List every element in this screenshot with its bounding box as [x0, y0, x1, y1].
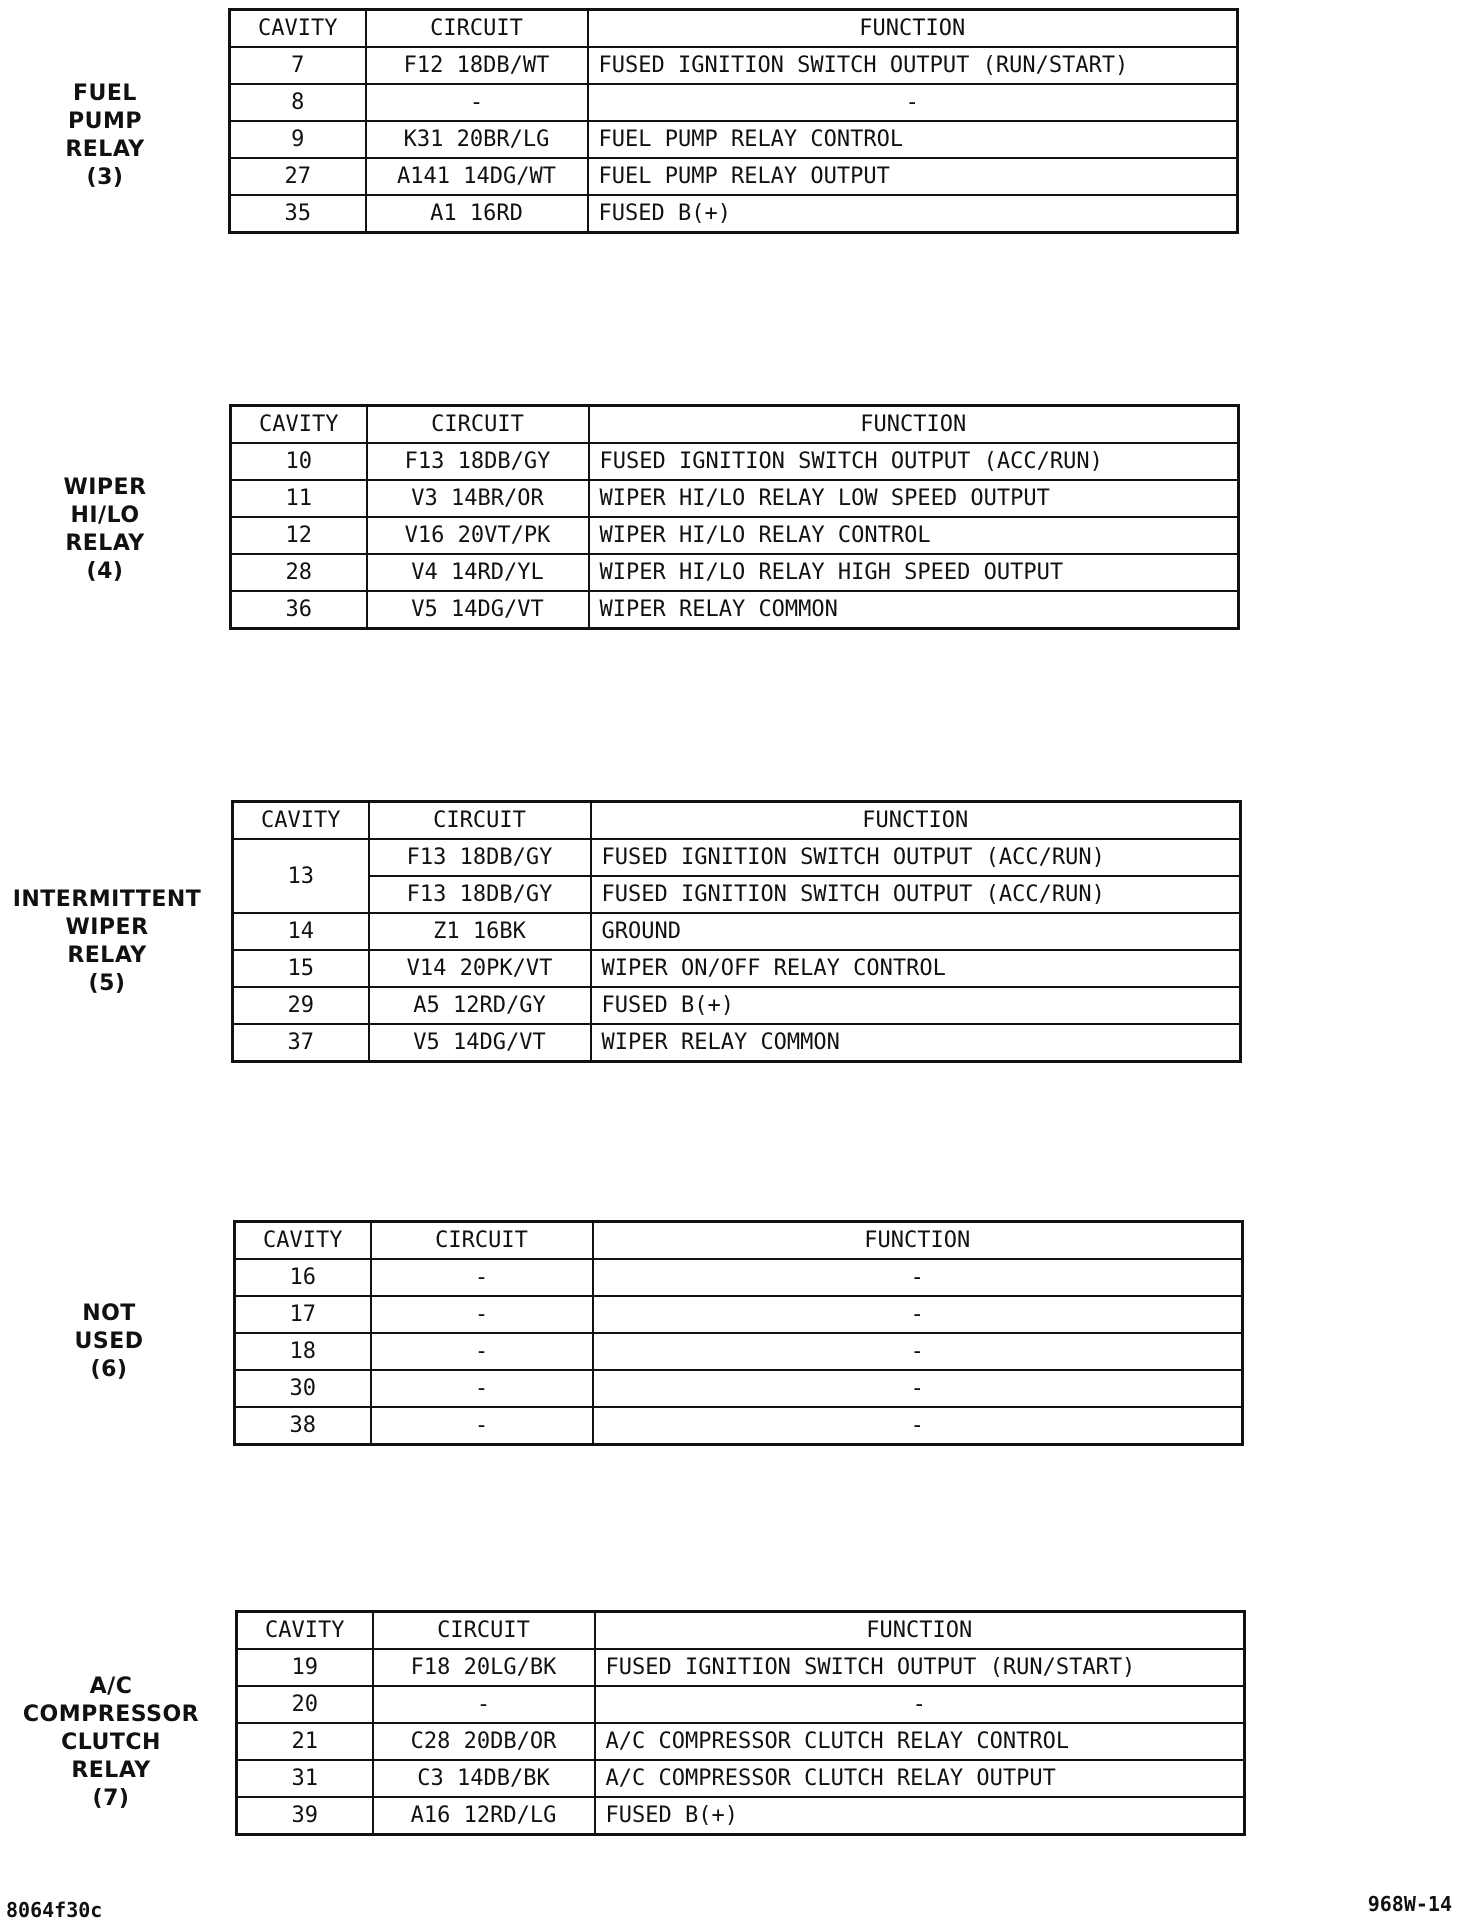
- circuit-cell: A16 12RD/LG: [373, 1797, 595, 1835]
- function-cell: WIPER HI/LO RELAY CONTROL: [589, 517, 1239, 554]
- cavity-cell: 31: [237, 1760, 373, 1797]
- function-header: FUNCTION: [595, 1612, 1245, 1650]
- circuit-cell: V3 14BR/OR: [367, 480, 589, 517]
- cavity-cell: 9: [230, 121, 366, 158]
- table-header-row: [231, 406, 1239, 444]
- figure-id-right: 968W-14: [1367, 1892, 1452, 1916]
- function-cell: FUEL PUMP RELAY CONTROL: [588, 121, 1238, 158]
- table-row: [237, 1797, 1245, 1835]
- table-row: [235, 1259, 1243, 1296]
- function-cell: FUSED B(+): [591, 987, 1241, 1024]
- function-header: FUNCTION: [591, 802, 1241, 840]
- table-row: [231, 443, 1239, 480]
- fuel-pump-relay-table: [228, 8, 1239, 234]
- function-cell: FUEL PUMP RELAY OUTPUT: [588, 158, 1238, 195]
- function-cell: -: [593, 1259, 1243, 1296]
- cavity-cell: 29: [233, 987, 369, 1024]
- table-row: [230, 121, 1238, 158]
- circuit-cell: F18 20LG/BK: [373, 1649, 595, 1686]
- cavity-cell: 35: [230, 195, 366, 233]
- cavity-cell: 21: [237, 1723, 373, 1760]
- cavity-cell: 15: [233, 950, 369, 987]
- function-cell: WIPER HI/LO RELAY HIGH SPEED OUTPUT: [589, 554, 1239, 591]
- function-cell: FUSED B(+): [588, 195, 1238, 233]
- function-cell: FUSED B(+): [595, 1797, 1245, 1835]
- table-header-row: [230, 10, 1238, 48]
- function-header: FUNCTION: [589, 406, 1239, 444]
- circuit-cell: K31 20BR/LG: [366, 121, 588, 158]
- figure-id-left: 8064f30c: [6, 1898, 103, 1922]
- relay-label-wiper-hi-lo: WIPER HI/LO RELAY (4): [63, 475, 147, 584]
- function-cell: WIPER HI/LO RELAY LOW SPEED OUTPUT: [589, 480, 1239, 517]
- cavity-cell: 39: [237, 1797, 373, 1835]
- circuit-header: CIRCUIT: [373, 1612, 595, 1650]
- cavity-cell: 14: [233, 913, 369, 950]
- function-cell: WIPER ON/OFF RELAY CONTROL: [591, 950, 1241, 987]
- cavity-cell: 19: [237, 1649, 373, 1686]
- circuit-cell: F13 18DB/GY: [369, 839, 591, 876]
- function-cell: FUSED IGNITION SWITCH OUTPUT (RUN/START): [588, 47, 1238, 84]
- cavity-cell: 28: [231, 554, 367, 591]
- circuit-cell: -: [371, 1296, 593, 1333]
- function-cell: A/C COMPRESSOR CLUTCH RELAY CONTROL: [595, 1723, 1245, 1760]
- table-row: [233, 1024, 1241, 1062]
- circuit-cell: -: [373, 1686, 595, 1723]
- function-cell: FUSED IGNITION SWITCH OUTPUT (ACC/RUN): [591, 876, 1241, 913]
- table-row: [237, 1686, 1245, 1723]
- circuit-cell: F12 18DB/WT: [366, 47, 588, 84]
- circuit-header: CIRCUIT: [366, 10, 588, 48]
- table-header-row: [237, 1612, 1245, 1650]
- circuit-cell: A5 12RD/GY: [369, 987, 591, 1024]
- table-row: [237, 1649, 1245, 1686]
- table-row: [231, 517, 1239, 554]
- cavity-cell: 36: [231, 591, 367, 629]
- circuit-cell: V16 20VT/PK: [367, 517, 589, 554]
- relay-label-intermittent-wiper: INTERMITTENT WIPER RELAY (5): [12, 887, 202, 996]
- function-cell: -: [595, 1686, 1245, 1723]
- circuit-header: CIRCUIT: [367, 406, 589, 444]
- circuit-header: CIRCUIT: [369, 802, 591, 840]
- table-row: [235, 1407, 1243, 1445]
- circuit-header: CIRCUIT: [371, 1222, 593, 1260]
- table-row: [233, 987, 1241, 1024]
- table-row: [230, 47, 1238, 84]
- function-cell: -: [593, 1407, 1243, 1445]
- table-row: [237, 1723, 1245, 1760]
- table-row: [230, 195, 1238, 233]
- function-cell: -: [593, 1370, 1243, 1407]
- circuit-cell: C28 20DB/OR: [373, 1723, 595, 1760]
- table-row: [233, 876, 1241, 913]
- circuit-cell: -: [371, 1259, 593, 1296]
- ac-compressor-clutch-relay-table: [235, 1610, 1246, 1836]
- table-row: [231, 591, 1239, 629]
- cavity-cell: 12: [231, 517, 367, 554]
- cavity-cell: 20: [237, 1686, 373, 1723]
- cavity-header: CAVITY: [231, 406, 367, 444]
- circuit-cell: -: [371, 1370, 593, 1407]
- cavity-cell: 16: [235, 1259, 371, 1296]
- circuit-cell: V14 20PK/VT: [369, 950, 591, 987]
- circuit-cell: -: [371, 1333, 593, 1370]
- table-header-row: [235, 1222, 1243, 1260]
- cavity-cell: 27: [230, 158, 366, 195]
- function-cell: GROUND: [591, 913, 1241, 950]
- cavity-cell: 13: [233, 839, 369, 913]
- function-cell: WIPER RELAY COMMON: [589, 591, 1239, 629]
- table-row: [230, 158, 1238, 195]
- cavity-header: CAVITY: [235, 1222, 371, 1260]
- circuit-cell: V5 14DG/VT: [369, 1024, 591, 1062]
- table-row: [235, 1296, 1243, 1333]
- circuit-cell: A141 14DG/WT: [366, 158, 588, 195]
- cavity-cell: 18: [235, 1333, 371, 1370]
- cavity-header: CAVITY: [237, 1612, 373, 1650]
- function-cell: FUSED IGNITION SWITCH OUTPUT (ACC/RUN): [591, 839, 1241, 876]
- circuit-cell: V4 14RD/YL: [367, 554, 589, 591]
- circuit-cell: V5 14DG/VT: [367, 591, 589, 629]
- circuit-cell: -: [366, 84, 588, 121]
- circuit-cell: F13 18DB/GY: [369, 876, 591, 913]
- function-cell: A/C COMPRESSOR CLUTCH RELAY OUTPUT: [595, 1760, 1245, 1797]
- relay-label-not-used: NOT USED (6): [74, 1301, 144, 1382]
- circuit-cell: F13 18DB/GY: [367, 443, 589, 480]
- cavity-header: CAVITY: [230, 10, 366, 48]
- table-row: [237, 1760, 1245, 1797]
- cavity-cell: 37: [233, 1024, 369, 1062]
- cavity-header: CAVITY: [233, 802, 369, 840]
- circuit-cell: Z1 16BK: [369, 913, 591, 950]
- table-header-row: [233, 802, 1241, 840]
- circuit-cell: C3 14DB/BK: [373, 1760, 595, 1797]
- table-row: [233, 913, 1241, 950]
- table-row: [231, 480, 1239, 517]
- relay-label-ac-compressor-clutch: A/C COMPRESSOR CLUTCH RELAY (7): [22, 1674, 200, 1811]
- cavity-cell: 8: [230, 84, 366, 121]
- table-row: [235, 1370, 1243, 1407]
- table-row: [231, 554, 1239, 591]
- circuit-cell: -: [371, 1407, 593, 1445]
- table-row: [233, 839, 1241, 876]
- cavity-cell: 10: [231, 443, 367, 480]
- function-cell: -: [593, 1296, 1243, 1333]
- table-row: [230, 84, 1238, 121]
- function-cell: -: [593, 1333, 1243, 1370]
- cavity-cell: 11: [231, 480, 367, 517]
- wiper-hi-lo-relay-table: [229, 404, 1240, 630]
- function-cell: WIPER RELAY COMMON: [591, 1024, 1241, 1062]
- function-cell: FUSED IGNITION SWITCH OUTPUT (ACC/RUN): [589, 443, 1239, 480]
- function-header: FUNCTION: [593, 1222, 1243, 1260]
- cavity-cell: 30: [235, 1370, 371, 1407]
- not-used-table: [233, 1220, 1244, 1446]
- cavity-cell: 7: [230, 47, 366, 84]
- cavity-cell: 17: [235, 1296, 371, 1333]
- relay-label-fuel-pump: FUEL PUMP RELAY (3): [65, 81, 145, 190]
- table-row: [233, 950, 1241, 987]
- circuit-cell: A1 16RD: [366, 195, 588, 233]
- function-cell: FUSED IGNITION SWITCH OUTPUT (RUN/START): [595, 1649, 1245, 1686]
- function-cell: -: [588, 84, 1238, 121]
- cavity-cell: 38: [235, 1407, 371, 1445]
- table-row: [235, 1333, 1243, 1370]
- function-header: FUNCTION: [588, 10, 1238, 48]
- intermittent-wiper-relay-table: [231, 800, 1242, 1063]
